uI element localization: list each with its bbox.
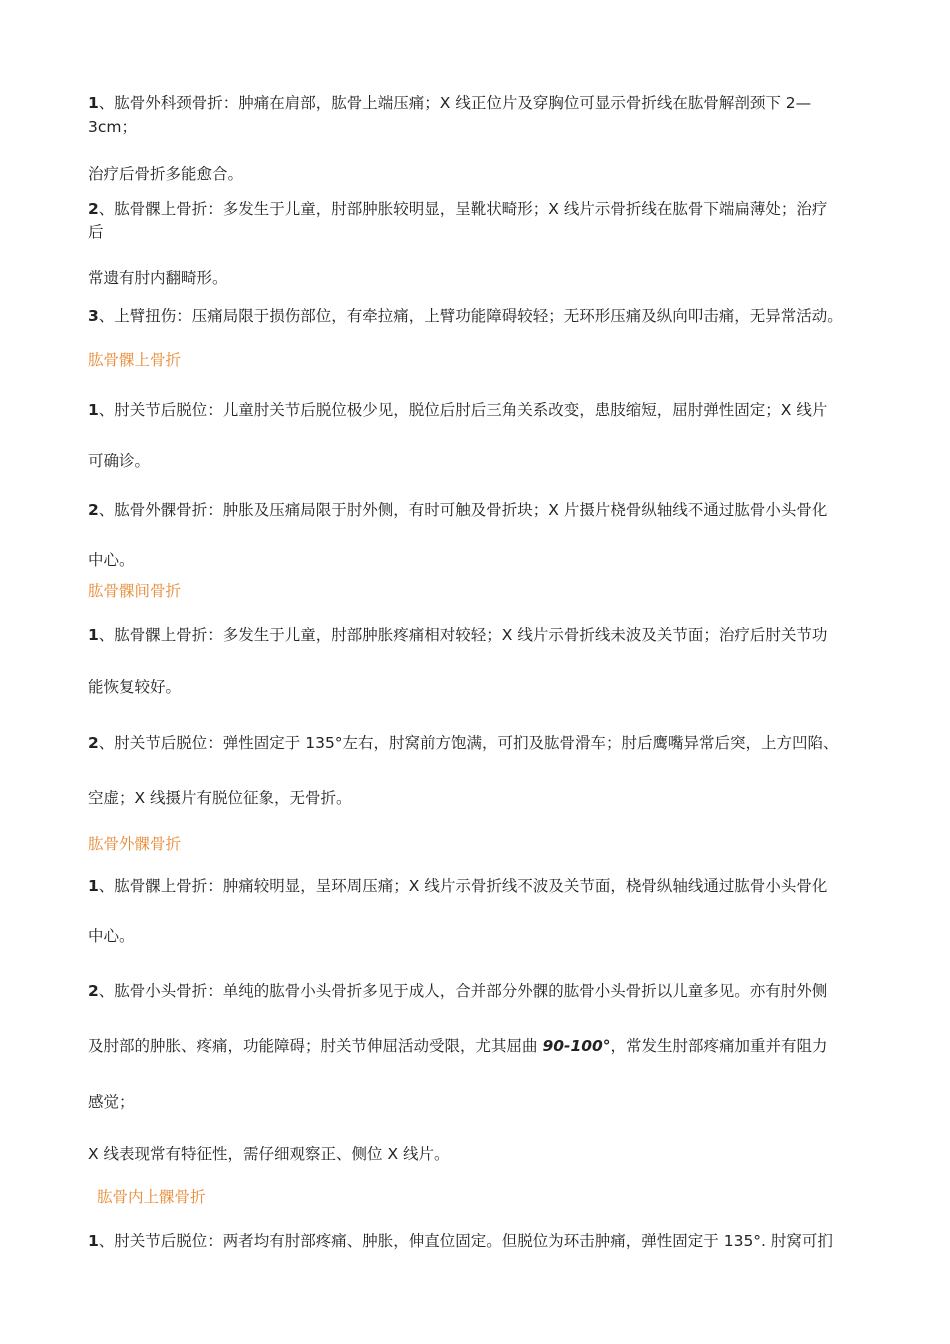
paragraph-line: 感觉；: [88, 1093, 135, 1111]
item-text: 、上臂扭伤：压痛局限于损伤部位，有牵拉痛，上臂功能障碍较轻；无环形压痛及纵向叩击痛，无异常活动。: [98, 307, 843, 325]
paragraph-line: [88, 625, 827, 645]
paragraph-line: 空虚；X 线摄片有脱位征象，无骨折。: [88, 789, 352, 807]
angle-range: 90-100°: [542, 1037, 611, 1055]
paragraph-line: X 线表现常有特征性，需仔细观察正、侧位 X 线片。: [88, 1145, 450, 1163]
item-number: 1: [88, 94, 99, 112]
paragraph-line: 中心。: [88, 927, 135, 945]
paragraph-line: [88, 199, 827, 219]
item-number: 2: [88, 982, 99, 1000]
paragraph-line: [88, 306, 843, 326]
paragraph-line: [88, 1036, 828, 1056]
paragraph-line: 后: [88, 223, 104, 241]
paragraph-line: [88, 981, 827, 1001]
item-text: 、肱骨外髁骨折：肿胀及压痛局限于肘外侧，有时可触及骨折块；X 片摄片桡骨纵轴线不通过肱骨小头骨化: [98, 501, 828, 519]
paragraph-line: 可确诊。: [88, 452, 151, 470]
paragraph-line: [88, 733, 839, 753]
section-heading: 肱骨髁上骨折: [88, 351, 182, 369]
paragraph-line: [88, 400, 827, 420]
paragraph-line: [88, 93, 811, 113]
item-number: 2: [88, 501, 99, 519]
item-number: 2: [88, 734, 99, 752]
item-text: 、肱骨髁上骨折：肿痛较明显，呈环周压痛；X 线片示骨折线不波及关节面，桡骨纵轴线通过肱骨小头骨化: [98, 877, 828, 895]
item-text: 、肘关节后脱位：弹性固定于 135°左右，肘窝前方饱满，可扪及肱骨滑车；肘后鹰嘴异常后突，上方凹陷、: [98, 734, 839, 752]
item-text: 、肘关节后脱位：儿童肘关节后脱位极少见，脱位后肘后三角关系改变，患肢缩短，屈肘弹性固定；X 线片: [98, 401, 828, 419]
item-text: 、肱骨髁上骨折：多发生于儿童，肘部肿胀较明显，呈靴状畸形；X 线片示骨折线在肱骨下端扁薄处；治疗: [98, 200, 828, 218]
paragraph-line: 能恢复较好。: [88, 678, 182, 696]
item-number: 1: [88, 1232, 99, 1250]
item-text: 、肱骨髁上骨折：多发生于儿童，肘部肿胀疼痛相对较轻；X 线片示骨折线未波及关节面；治疗后肘关节功: [98, 626, 828, 644]
paragraph-line: 中心。: [88, 551, 135, 569]
item-text: ，常发生肘部疼痛加重并有阻力: [610, 1037, 828, 1055]
paragraph-line: [88, 876, 827, 896]
item-text: 、肱骨小头骨折：单纯的肱骨小头骨折多见于成人，合并部分外髁的肱骨小头骨折以儿童多见。亦有肘外侧: [98, 982, 828, 1000]
paragraph-line: 3cm；: [88, 118, 137, 136]
section-heading: 肱骨髁间骨折: [88, 582, 182, 600]
section-heading: 肱骨内上髁骨折: [97, 1188, 206, 1206]
item-number: 3: [88, 307, 99, 325]
item-text: 、肱骨外科颈骨折：肿痛在肩部，肱骨上端压痛；X 线正位片及穿胸位可显示骨折线在肱骨解剖颈下 2—: [98, 94, 812, 112]
paragraph-line: [88, 500, 827, 520]
paragraph-line: 常遗有肘内翻畸形。: [88, 269, 228, 287]
item-number: 1: [88, 626, 99, 644]
paragraph-line: 治疗后骨折多能愈合。: [88, 165, 244, 183]
item-text: 、肘关节后脱位：两者均有肘部疼痛、肿胀，伸直位固定。但脱位为环击肿痛，弹性固定于 135°. 肘窝可扪: [98, 1232, 833, 1250]
item-number: 1: [88, 401, 99, 419]
section-heading: 肱骨外髁骨折: [88, 835, 182, 853]
item-number: 1: [88, 877, 99, 895]
item-text: 及肘部的肿胀、疼痛，功能障碍；肘关节伸屈活动受限，尤其屈曲: [88, 1037, 543, 1055]
item-number: 2: [88, 200, 99, 218]
paragraph-line: [88, 1231, 833, 1251]
